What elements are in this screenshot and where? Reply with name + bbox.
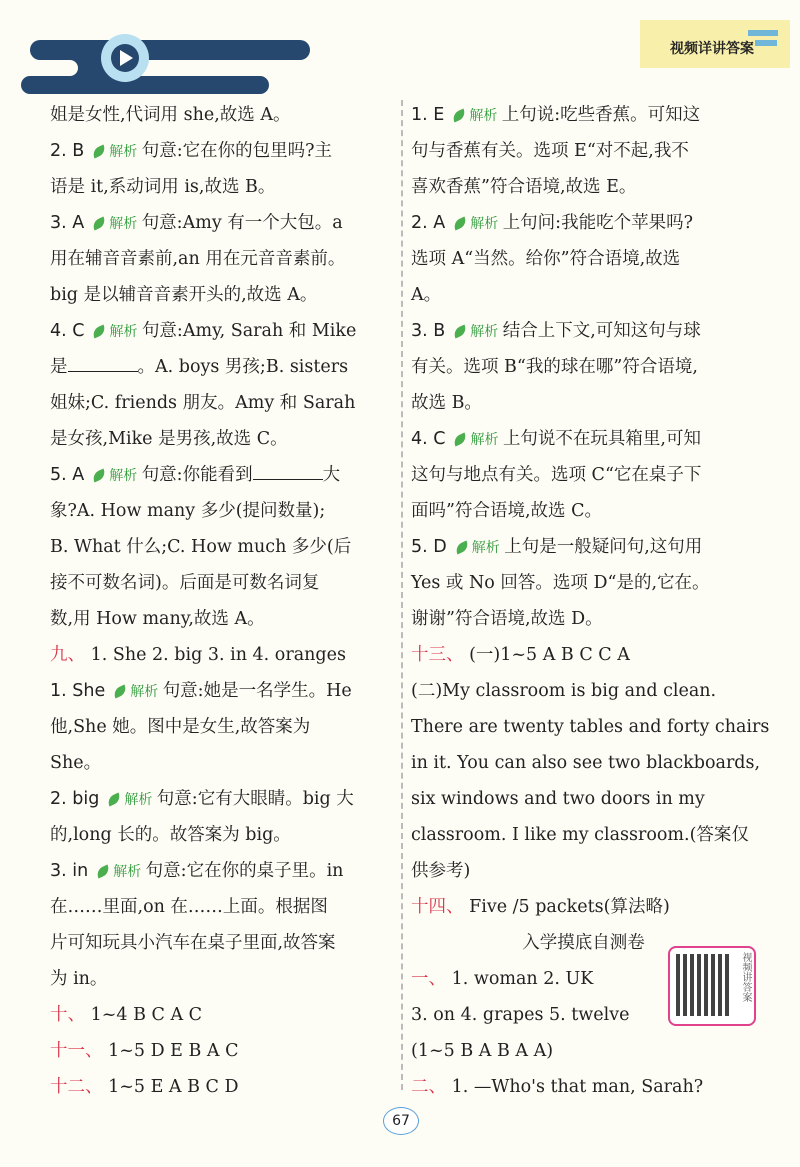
answer-line (411, 349, 756, 385)
analysis-tag: 解析 (113, 864, 146, 880)
fill-blank (68, 349, 138, 372)
answer-line (50, 493, 395, 529)
video-answer-label: 视频详讲答案 (670, 41, 754, 57)
answer-line (411, 565, 756, 601)
analysis-tag: 解析 (109, 216, 142, 232)
analysis-tag: 解析 (109, 144, 142, 160)
answer-text: 上句说不在玩具箱里,可知 (502, 429, 701, 449)
answer-text: 句意:它在你的桌子里。in (145, 861, 344, 881)
answer-text: 姐妹;C. friends 朋友。Amy 和 Sarah (50, 393, 356, 413)
leaf-icon (452, 324, 468, 338)
answer-line (50, 1033, 395, 1069)
answer-text: 句意:Amy, Sarah 和 Mike (141, 321, 357, 341)
answer-text: 为 in。 (50, 969, 108, 989)
section-number: 十、 (50, 1005, 91, 1025)
answer-text: 是女孩,Mike 是男孩,故选 C。 (50, 429, 288, 449)
analysis-tag: 解析 (130, 684, 163, 700)
answer-line (50, 745, 395, 781)
question-number: 5. D (411, 537, 447, 557)
answer-text: 1~4 B C A C (90, 1005, 203, 1025)
answer-text: She。 (50, 753, 102, 773)
analysis-tag: 解析 (469, 108, 502, 124)
fill-blank (253, 457, 323, 480)
answer-text: 句与香蕉有关。选项 E“对不起,我不 (411, 141, 689, 161)
answer-line (411, 637, 756, 673)
answer-text: 是 (50, 357, 68, 377)
answer-text: 选项 A“当然。给你”符合语境,故选 (411, 249, 681, 269)
question-number: 1. E (411, 105, 445, 125)
answer-text: 句意:她是一名学生。He (162, 681, 352, 701)
column-divider (401, 100, 403, 1090)
answer-line (50, 133, 395, 169)
answer-text: 句意:Amy 有一个大包。a (141, 213, 343, 233)
answer-line (50, 97, 395, 133)
question-number: 2. B (50, 141, 85, 161)
answer-line (50, 601, 395, 637)
answer-line (50, 205, 395, 241)
answer-text: 喜欢香蕉”符合语境,故选 E。 (411, 177, 637, 197)
answer-text: 1. —Who's that man, Sarah? (451, 1077, 704, 1097)
analysis-tag: 解析 (109, 324, 142, 340)
answer-line (50, 1069, 395, 1105)
answer-text: 故选 B。 (411, 393, 482, 413)
answer-line (50, 421, 395, 457)
answer-text: 结合上下文,可知这句与球 (502, 321, 701, 341)
answer-line (411, 169, 756, 205)
leaf-icon (452, 432, 468, 446)
answer-line (50, 637, 395, 673)
qr-code-icon (676, 954, 732, 1016)
leaf-icon (112, 684, 128, 698)
answer-text: 接不可数名词)。后面是可数名词复 (50, 573, 320, 593)
qr-tag: 视频讲答案 (740, 952, 751, 1002)
answer-text: 1. woman 2. UK (451, 969, 594, 989)
answer-line (50, 925, 395, 961)
answer-line (50, 241, 395, 277)
answer-text: 1~5 E A B C D (108, 1077, 239, 1097)
analysis-tag: 解析 (124, 792, 157, 808)
answer-text: Yes 或 No 回答。选项 D“是的,它在。 (411, 573, 710, 593)
analysis-tag: 解析 (471, 540, 505, 556)
question-number: 3. A (50, 213, 85, 233)
answer-text: 片可知玩具小汽车在桌子里面,故答案 (50, 933, 336, 953)
answer-text: 面吗”符合语境,故选 C。 (411, 501, 602, 521)
answer-line (411, 1069, 756, 1105)
header-banner (0, 0, 800, 100)
answer-text: six windows and two doors in my (411, 789, 705, 809)
leaf-icon (454, 540, 470, 554)
analysis-tag: 解析 (470, 324, 503, 340)
answer-line (411, 817, 756, 853)
answer-line (50, 349, 395, 385)
answer-text: in it. You can also see two blackboards, (411, 753, 761, 773)
answer-text: 1~5 D E B A C (108, 1041, 239, 1061)
answer-line (50, 457, 395, 493)
answer-text: classroom. I like my classroom.(答案仅 (411, 825, 749, 845)
section-number: 二、 (411, 1077, 452, 1097)
question-number: 2. big (50, 789, 100, 809)
answer-line (50, 313, 395, 349)
answer-text: A。 (411, 285, 442, 305)
answer-text: 上句说:吃些香蕉。可知这 (501, 105, 701, 125)
question-number: 3. B (411, 321, 446, 341)
answer-line (411, 313, 756, 349)
leaf-icon (452, 216, 468, 230)
answer-line (50, 277, 395, 313)
answer-line (411, 601, 756, 637)
answer-line (50, 889, 395, 925)
question-number: 4. C (50, 321, 85, 341)
answer-text: (二)My classroom is big and clean. (411, 681, 717, 701)
answer-line (411, 385, 756, 421)
leaf-icon (91, 468, 107, 482)
question-number: 4. C (411, 429, 446, 449)
answer-line (50, 853, 395, 889)
answer-text: 象?A. How many 多少(提问数量); (50, 501, 326, 521)
page-number: 67 (383, 1107, 419, 1135)
answer-text: big 是以辅音音素开头的,故选 A。 (50, 285, 318, 305)
qr-code-box[interactable] (668, 946, 756, 1026)
question-number: 2. A (411, 213, 446, 233)
answer-text: 语是 it,系动词用 is,故选 B。 (50, 177, 276, 197)
answer-line (411, 493, 756, 529)
leaf-icon (91, 216, 107, 230)
section-title: 入学摸底自测卷 (522, 933, 645, 953)
analysis-tag: 解析 (109, 468, 142, 484)
answer-line (50, 997, 395, 1033)
answer-line (411, 745, 761, 781)
answer-text: (一)1~5 A B C C A (469, 645, 630, 665)
section-number: 十二、 (50, 1077, 109, 1097)
left-column (50, 97, 395, 1105)
answer-text: (1~5 B A B A A) (411, 1041, 554, 1061)
answer-text: 用在辅音音素前,an 用在元音音素前。 (50, 249, 346, 269)
answer-line (411, 529, 756, 565)
answer-line (411, 781, 756, 817)
answer-line (50, 961, 395, 997)
answer-text: 姐是女性,代词用 she,故选 A。 (50, 105, 291, 125)
answer-line (411, 97, 756, 133)
answer-line (50, 709, 395, 745)
answer-line (411, 853, 756, 889)
answer-text: 上句是一般疑问句,这句用 (504, 537, 703, 557)
answer-text: 1. She 2. big 3. in 4. oranges (90, 645, 346, 665)
answer-line (411, 241, 756, 277)
answer-text: 大 (322, 465, 341, 485)
answer-text: 这句与地点有关。选项 C“它在桌子下 (411, 465, 702, 485)
question-number: 3. in (50, 861, 89, 881)
analysis-tag: 解析 (470, 216, 503, 232)
answer-text: 3. on 4. grapes 5. twelve (411, 1005, 630, 1025)
question-number: 5. A (50, 465, 85, 485)
answer-line (50, 817, 395, 853)
answer-line (50, 385, 395, 421)
answer-text: B. What 什么;C. How much 多少(后 (50, 537, 352, 557)
section-number: 九、 (50, 645, 91, 665)
answer-text: 上句问:我能吃个苹果吗? (502, 213, 693, 233)
answer-line (411, 457, 756, 493)
section-number: 十一、 (50, 1041, 109, 1061)
answer-line (50, 565, 395, 601)
leaf-icon (106, 792, 122, 806)
answer-line (411, 673, 756, 709)
answer-text: 有关。选项 B“我的球在哪”符合语境, (411, 357, 698, 377)
answer-line (411, 421, 756, 457)
answer-line (411, 133, 756, 169)
answer-line (411, 277, 756, 313)
leaf-icon (451, 108, 467, 122)
answer-text: 。A. boys 男孩;B. sisters (137, 357, 349, 377)
answer-text: There are twenty tables and forty chairs (411, 717, 770, 737)
answer-line (411, 889, 756, 925)
answer-text: 供参考) (411, 861, 471, 881)
answer-text: 句意:它在你的包里吗?主 (141, 141, 332, 161)
answer-text: 数,用 How many,故选 A。 (50, 609, 265, 629)
answer-text: Five /5 packets(算法略) (469, 897, 670, 917)
answer-line (411, 205, 756, 241)
answer-line (50, 673, 395, 709)
answer-line (50, 169, 395, 205)
answer-text: 句意:它有大眼睛。big 大 (156, 789, 354, 809)
answer-text: 谢谢”符合语境,故选 D。 (411, 609, 603, 629)
leaf-icon (95, 864, 111, 878)
section-number: 一、 (411, 969, 452, 989)
section-number: 十四、 (411, 897, 470, 917)
analysis-tag: 解析 (470, 432, 503, 448)
answer-line (50, 781, 395, 817)
question-number: 1. She (50, 681, 106, 701)
answer-line (411, 709, 770, 745)
answer-text: 他,She 她。图中是女生,故答案为 (50, 717, 311, 737)
answer-text: 的,long 长的。故答案为 big。 (50, 825, 291, 845)
leaf-icon (91, 324, 107, 338)
answer-text: 在……里面,on 在……上面。根据图 (50, 897, 328, 917)
answer-line (411, 1033, 756, 1069)
leaf-icon (91, 144, 107, 158)
answer-line (50, 529, 395, 565)
answer-text: 句意:你能看到 (141, 465, 253, 485)
section-number: 十三、 (411, 645, 470, 665)
